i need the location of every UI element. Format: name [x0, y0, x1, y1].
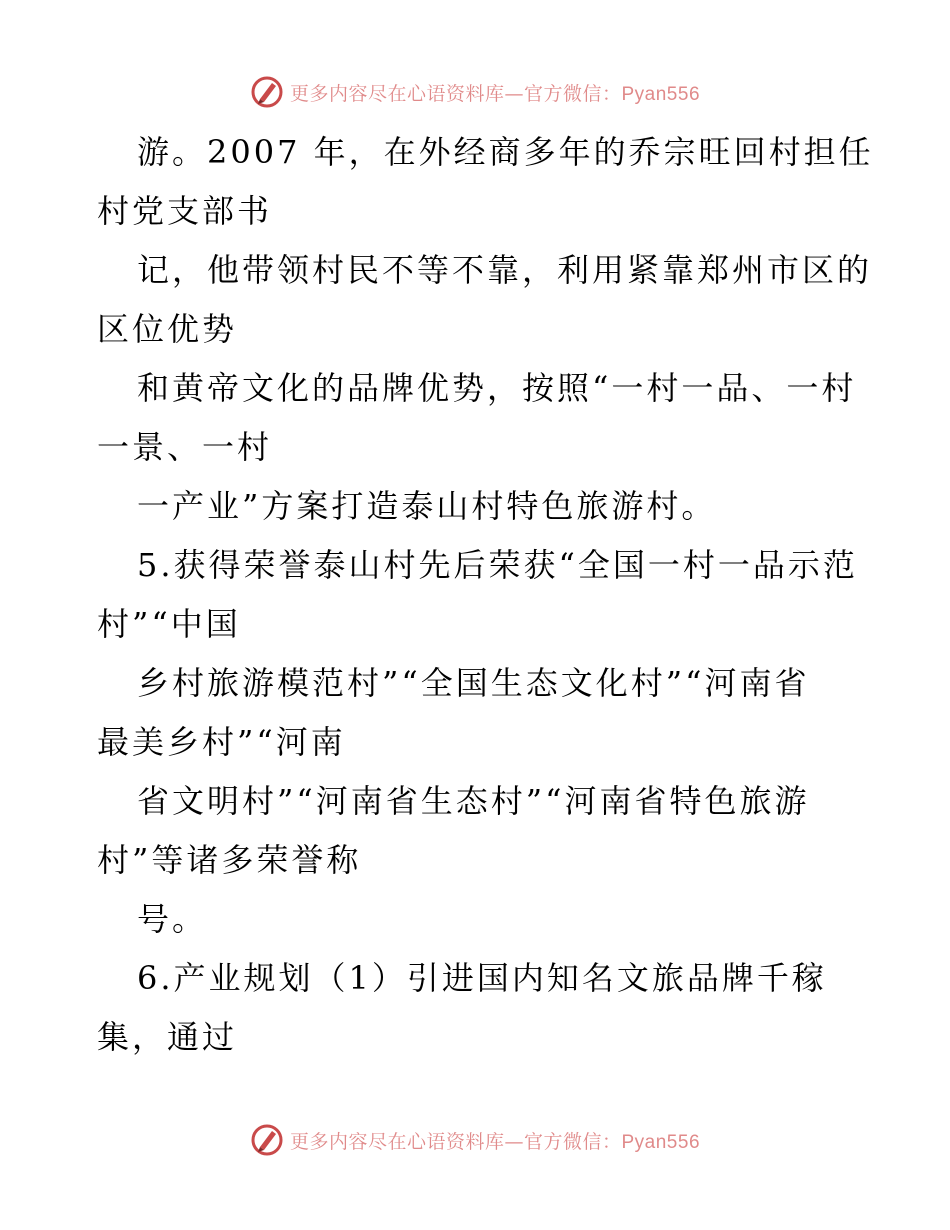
footer-watermark: [0, 1120, 950, 1160]
watermark-text: 更多内容尽在心语资料库—官方微信：Pyan556: [289, 1130, 701, 1153]
body-text: [97, 123, 874, 1067]
watermark-text: 更多内容尽在心语资料库—官方微信：Pyan556: [289, 82, 701, 105]
header-watermark: [0, 72, 950, 112]
text-line: 村”“中国: [97, 605, 241, 643]
text-line: 记，他带领村民不等不靠，利用紧靠郑州市区的: [137, 251, 873, 289]
text-line: 一产业”方案打造泰山村特色旅游村。: [137, 487, 717, 525]
text-line: 村党支部书: [97, 192, 273, 230]
text-line: 省文明村”“河南省生态村”“河南省特色旅游: [137, 782, 810, 820]
text-line: 一景、一村: [97, 428, 273, 466]
pen-logo-icon: [250, 75, 284, 109]
text-line: 集，通过: [97, 1018, 238, 1056]
pen-logo-icon: [250, 1123, 284, 1157]
text-line: 号。: [137, 900, 208, 938]
text-line: 6.产业规划（1）引进国内知名文旅品牌千稼: [137, 959, 827, 997]
text-line: 村”等诸多荣誉称: [97, 841, 362, 879]
text-line: 最美乡村”“河南: [97, 723, 346, 761]
text-line: 和黄帝文化的品牌优势，按照“一村一品、一村: [137, 369, 857, 407]
text-line: 5.获得荣誉泰山村先后荣获“全国一村一品示范: [137, 546, 858, 584]
text-line: 区位优势: [97, 310, 238, 348]
text-line: 游。2007 年，在外经商多年的乔宗旺回村担任: [137, 133, 874, 171]
text-line: 乡村旅游模范村”“全国生态文化村”“河南省: [137, 664, 810, 702]
